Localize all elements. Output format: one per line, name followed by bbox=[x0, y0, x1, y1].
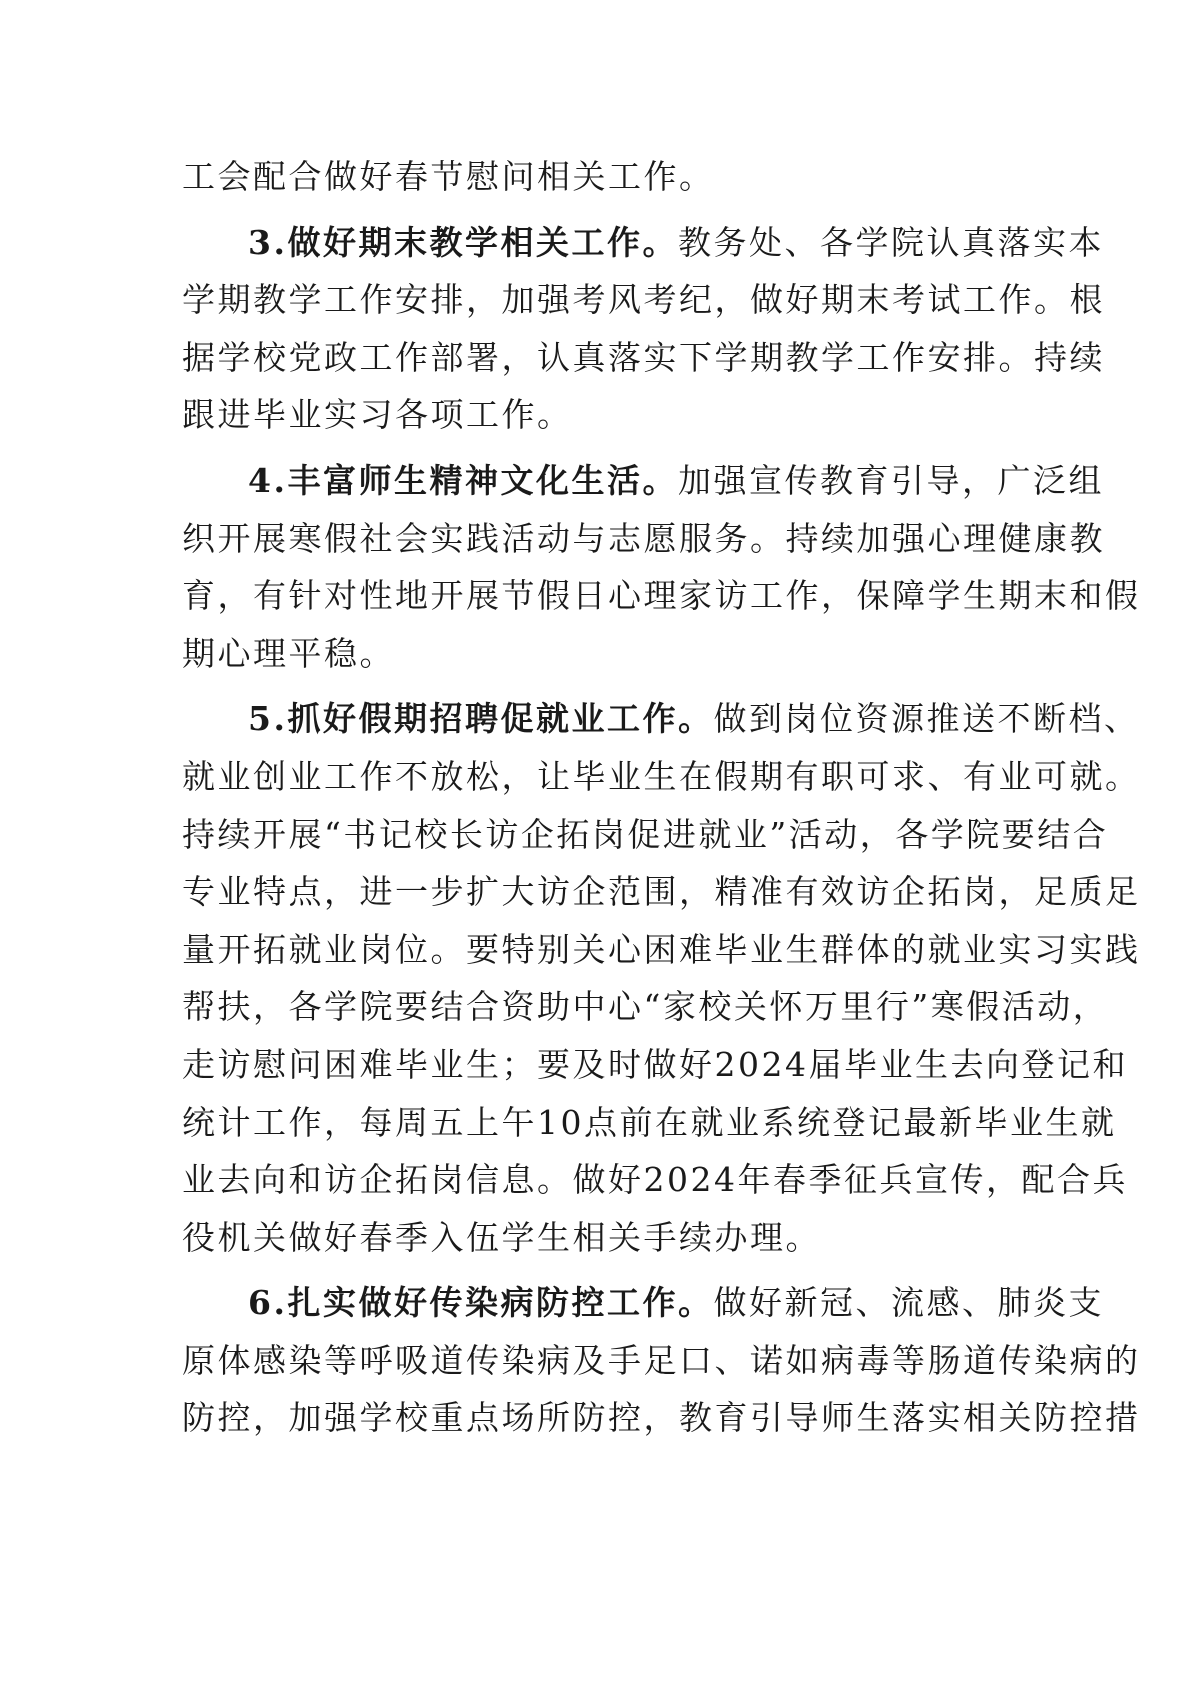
text-line: 工会配合做好春节慰问相关工作。 bbox=[182, 157, 715, 196]
text-line: 跟进毕业实习各项工作。 bbox=[182, 395, 573, 435]
text-line: 据学校党政工作部署，认真落实下学期教学工作安排。持续 bbox=[182, 337, 1105, 377]
text-line: 专业特点，进一步扩大访企范围，精准有效访企拓岗，足质足 bbox=[182, 872, 1141, 912]
text-line: 织开展寒假社会实践活动与志愿服务。持续加强心理健康教 bbox=[182, 518, 1105, 558]
document-page bbox=[182, 148, 1141, 1447]
text-line: 就业创业工作不放松，让毕业生在假期有职可求、有业可就。 bbox=[182, 756, 1141, 796]
text-line: 业去向和访企拓岗信息。做好2024年春季征兵宣传，配合兵 bbox=[182, 1160, 1128, 1200]
section-heading-line bbox=[182, 452, 1104, 510]
section-text: 教务处、各学院认真落实本 bbox=[677, 222, 1104, 262]
text-line: 期心理平稳。 bbox=[182, 633, 395, 673]
section-heading-line bbox=[182, 690, 1140, 748]
text-line: 帮扶，各学院要结合资助中心“家校关怀万里行”寒假活动， bbox=[182, 987, 1109, 1027]
text-line: 役机关做好春季入伍学生相关手续办理。 bbox=[182, 1217, 821, 1257]
section-heading-line bbox=[182, 214, 1104, 272]
text-line: 统计工作，每周五上午10点前在就业系统登记最新毕业生就 bbox=[182, 1102, 1117, 1142]
text-line: 量开拓就业岗位。要特别关心困难毕业生群体的就业实习实践 bbox=[182, 929, 1141, 969]
section-text: 加强宣传教育引导，广泛组 bbox=[677, 460, 1104, 500]
text-line: 育，有针对性地开展节假日心理家访工作，保障学生期末和假 bbox=[182, 576, 1141, 616]
text-line: 持续开展“书记校长访企拓岗促进就业”活动，各学院要结合 bbox=[182, 814, 1109, 854]
text-line: 走访慰问困难毕业生；要及时做好2024届毕业生去向登记和 bbox=[182, 1044, 1128, 1084]
text-line: 原体感染等呼吸道传染病及手足口、诺如病毒等肠道传染病的 bbox=[182, 1340, 1141, 1380]
section-title: 4.丰富师生精神文化生活。 bbox=[248, 460, 678, 500]
section-title: 6.扎实做好传染病防控工作。 bbox=[248, 1283, 714, 1323]
section-text: 做到岗位资源推送不断档、 bbox=[713, 699, 1140, 739]
section-title: 5.抓好假期招聘促就业工作。 bbox=[248, 699, 714, 739]
section-text: 做好新冠、流感、肺炎支 bbox=[713, 1283, 1104, 1323]
section-heading-line bbox=[182, 1274, 1104, 1332]
section-title: 3.做好期末教学相关工作。 bbox=[248, 222, 678, 262]
text-line: 学期教学工作安排，加强考风考纪，做好期末考试工作。根 bbox=[182, 280, 1105, 320]
text-line: 防控，加强学校重点场所防控，教育引导师生落实相关防控措 bbox=[182, 1398, 1141, 1438]
